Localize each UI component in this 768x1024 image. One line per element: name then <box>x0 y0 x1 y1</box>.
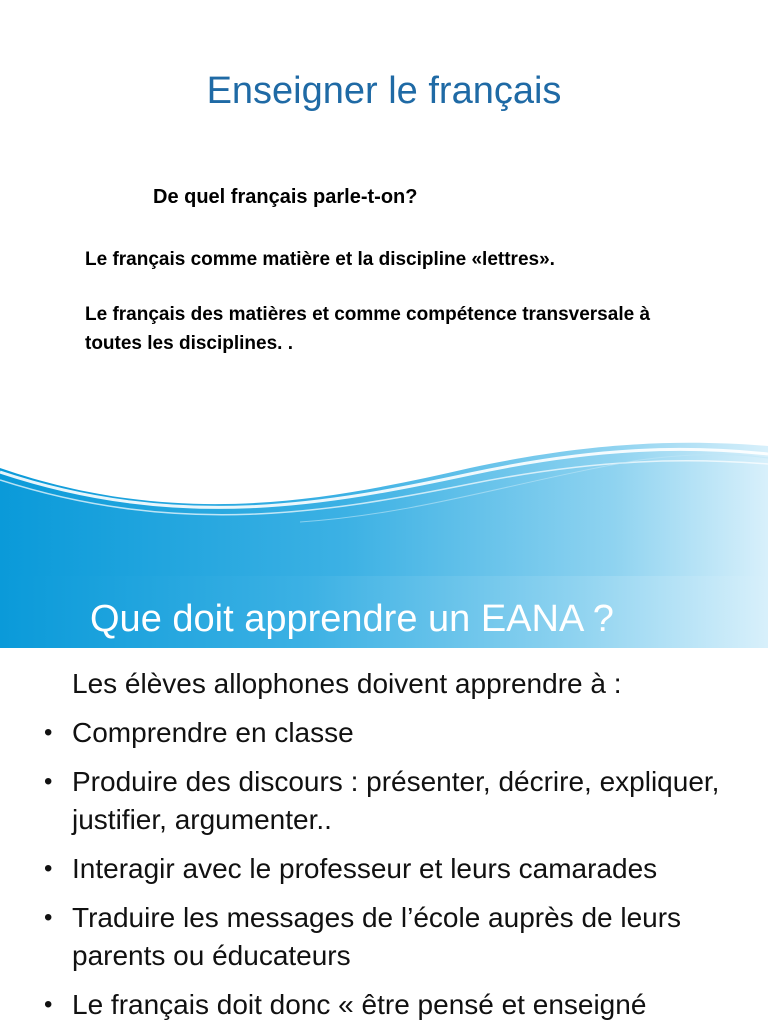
list-item <box>0 986 732 1024</box>
slide-2-intro: Les élèves allophones doivent apprendre à : <box>72 668 622 699</box>
bullet-list <box>0 714 732 1024</box>
list-item <box>0 850 732 888</box>
bullet-text: Traduire les messages de l’école auprès de leurs parents ou éducateurs <box>72 902 682 971</box>
bullet-dot-icon: • <box>44 768 53 795</box>
bullet-text: Comprendre en classe <box>72 717 354 748</box>
bullet-text: Le français doit donc « être pensé et enseigné <box>72 989 647 1020</box>
slide-2 <box>0 576 768 1024</box>
bullet-text: Interagir avec le professeur et leurs camarades <box>72 853 658 884</box>
slide-1-title: Enseigner le français <box>206 70 562 112</box>
bullet-dot-icon: • <box>44 855 53 882</box>
slide-2-header-band <box>0 576 768 648</box>
slide-1-subtitle: De quel français parle-t-on? <box>153 186 418 208</box>
slide-1-paragraph-2: Le français des matières et comme compétence transversale à toutes les disciplines. . <box>85 304 651 354</box>
list-item <box>0 899 732 975</box>
bullet-dot-icon: • <box>44 719 53 746</box>
list-item <box>0 763 732 839</box>
bullet-dot-icon: • <box>44 904 53 931</box>
slide-2-title: Que doit apprendre un EANA ? <box>90 598 614 640</box>
decorative-wave <box>0 410 768 576</box>
bullet-dot-icon: • <box>44 991 53 1018</box>
bullet-text: Produire des discours : présenter, décrire, expliquer, justifier, argumenter.. <box>72 766 720 835</box>
list-item <box>0 714 732 752</box>
slide-1-paragraph-1: Le français comme matière et la discipline «lettres». <box>85 249 555 270</box>
